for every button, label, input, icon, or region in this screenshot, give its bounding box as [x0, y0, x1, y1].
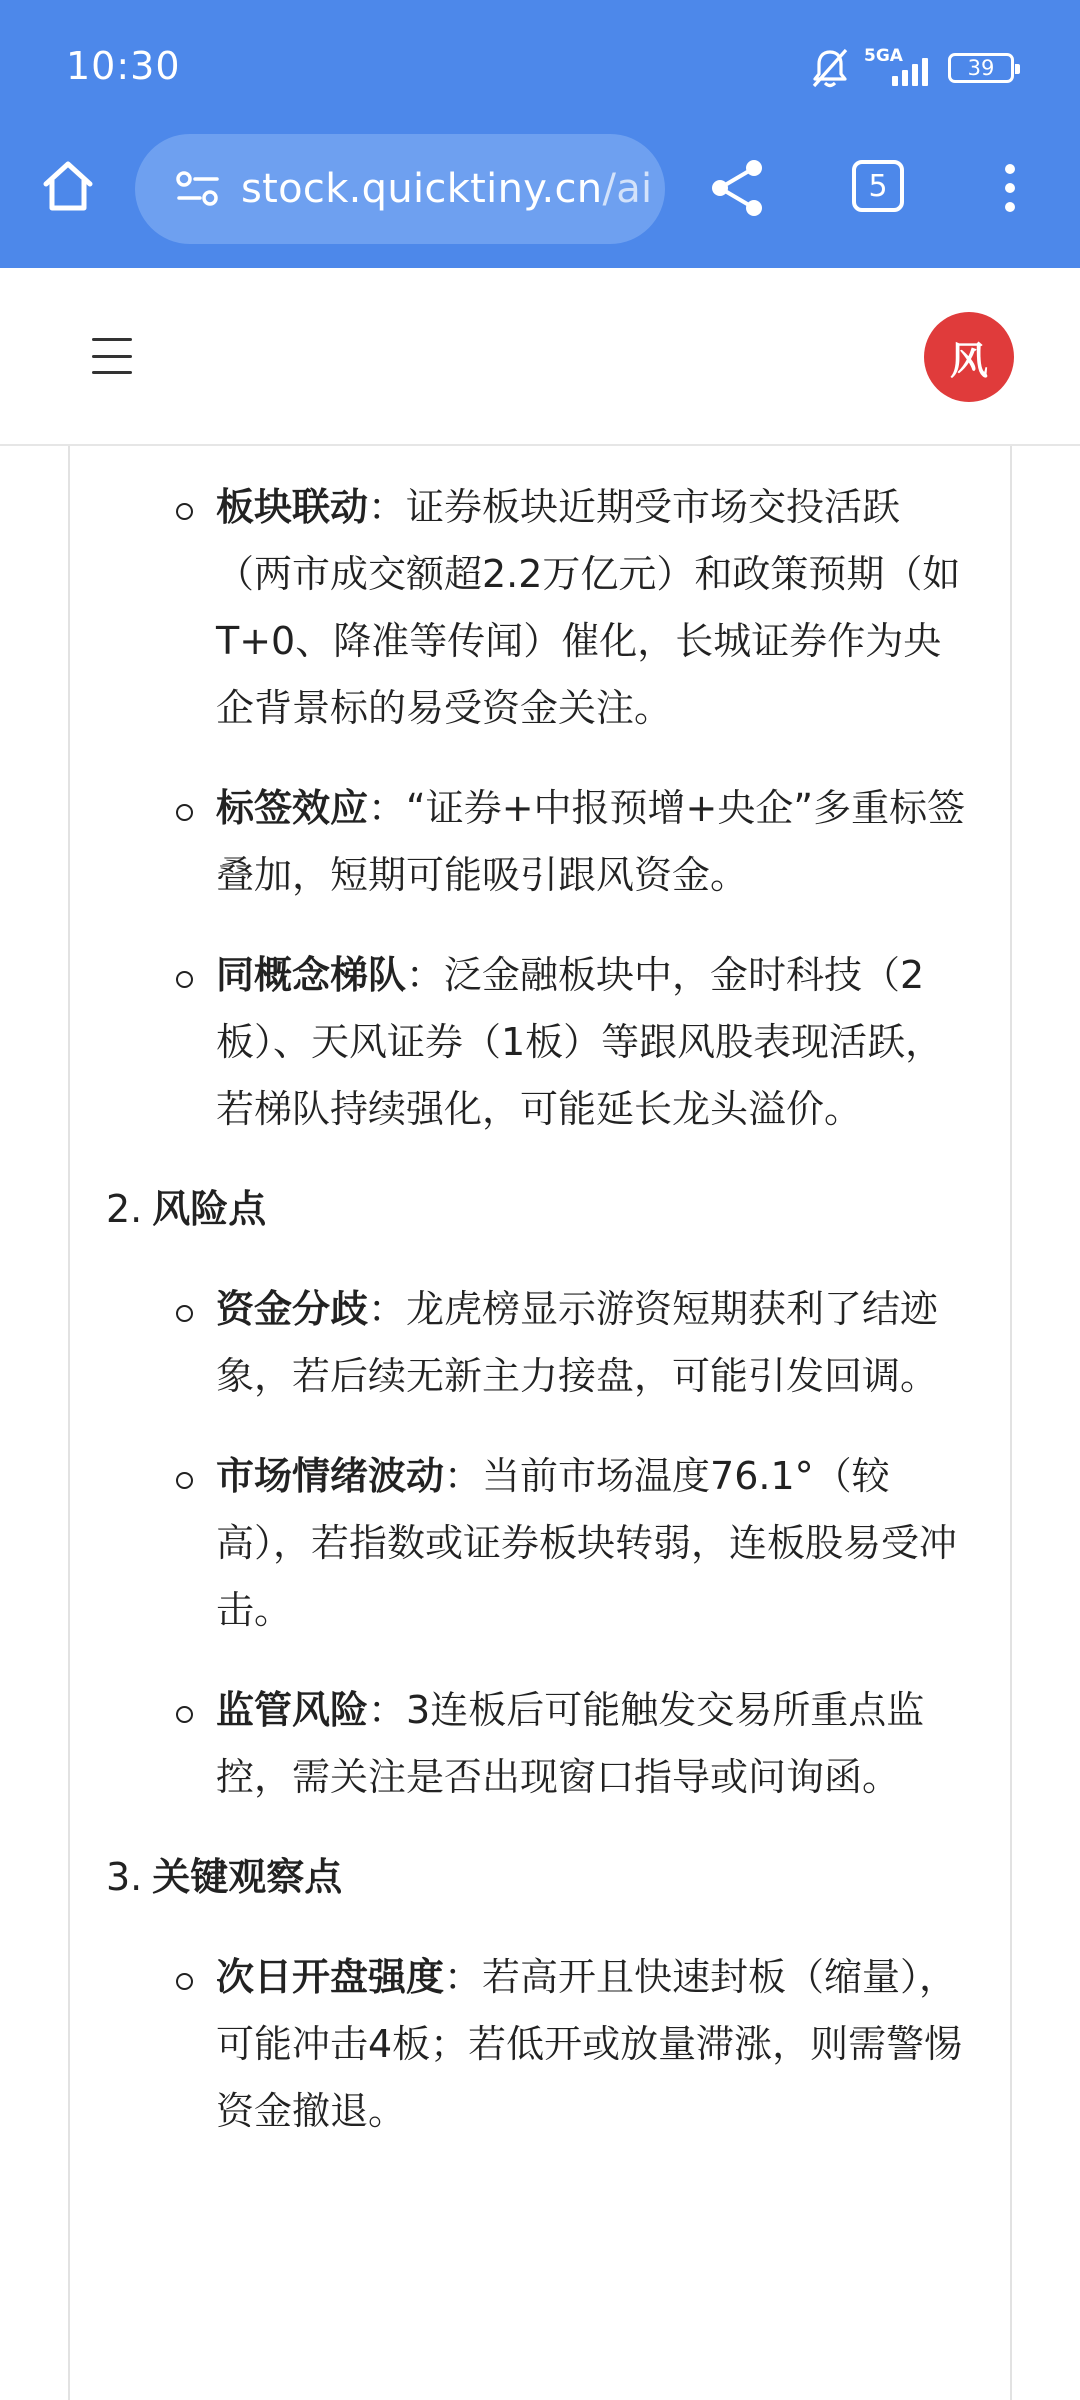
battery-level: 39 — [967, 56, 995, 80]
content-card — [68, 446, 1012, 2400]
site-settings-icon[interactable] — [175, 169, 221, 209]
item-label: 监管风险 — [216, 1688, 369, 1732]
avatar[interactable] — [924, 312, 1014, 402]
item-separator: ： — [368, 1287, 407, 1331]
section-title: 风险点 — [152, 1187, 267, 1231]
bullet-circle-icon — [176, 1973, 193, 1990]
list-item — [70, 942, 1010, 1143]
bullet-circle-icon — [176, 1305, 193, 1322]
item-separator: ： — [406, 953, 445, 997]
item-text: 泛金融板块中，金时科技（2板）、天风证券（1板）等跟风股表现活跃，若梯队持续强化，可能延长龙头溢价。 — [216, 953, 944, 1131]
list-item — [70, 1944, 1010, 2145]
item-separator: ： — [368, 786, 407, 830]
network-type: 5GA — [864, 46, 903, 66]
item-text: 证券板块近期受市场交投活跃（两市成交额超2.2万亿元）和政策预期（如T+0、降准等传闻）催化，长城证券作为央企背景标的易受资金关注。 — [216, 485, 961, 730]
status-icons — [810, 44, 1014, 92]
home-button[interactable] — [36, 154, 100, 218]
item-label: 标签效应 — [216, 786, 369, 830]
avatar-text: 风 — [949, 338, 988, 383]
item-separator: ： — [368, 485, 407, 529]
share-icon[interactable] — [706, 156, 770, 220]
more-menu-icon[interactable] — [990, 158, 1030, 218]
item-text: 若高开且快速封板（缩量），可能冲击4板；若低开或放量滞涨，则需警惕资金撤退。 — [216, 1955, 963, 2133]
list-item — [70, 1677, 1010, 1811]
url-path: /ai — [602, 166, 653, 212]
bullet-circle-icon — [176, 971, 193, 988]
browser-chrome — [0, 0, 1080, 268]
item-label: 同概念梯队 — [216, 953, 407, 997]
section-number: 2. — [106, 1187, 143, 1231]
hamburger-menu-icon[interactable] — [92, 338, 132, 374]
bullet-circle-icon — [176, 503, 193, 520]
item-label: 市场情绪波动 — [216, 1454, 445, 1498]
article-content — [70, 474, 1010, 2178]
list-item — [70, 474, 1010, 742]
battery-icon — [948, 53, 1014, 83]
status-time: 10:30 — [66, 44, 181, 88]
section-number: 3. — [106, 1855, 143, 1899]
section-heading — [70, 1844, 1010, 1911]
item-separator: ： — [444, 1454, 483, 1498]
item-label: 资金分歧 — [216, 1287, 369, 1331]
tab-count: 5 — [868, 168, 888, 204]
signal-icon — [864, 46, 934, 90]
bullet-circle-icon — [176, 804, 193, 821]
item-label: 次日开盘强度 — [216, 1955, 445, 1999]
item-separator: ： — [444, 1955, 483, 1999]
item-label: 板块联动 — [216, 485, 369, 529]
item-text: 当前市场温度76.1°（较高），若指数或证券板块转弱，连板股易受冲击。 — [216, 1454, 958, 1632]
home-icon — [40, 158, 96, 214]
list-item — [70, 775, 1010, 909]
bullet-circle-icon — [176, 1472, 193, 1489]
item-separator: ： — [368, 1688, 407, 1732]
url-host: stock.quicktiny.cn — [241, 166, 603, 212]
page-header — [0, 268, 1080, 446]
tab-switcher-button[interactable] — [852, 160, 904, 212]
browser-toolbar — [0, 130, 1080, 250]
address-bar[interactable] — [135, 134, 665, 244]
list-item — [70, 1276, 1010, 1410]
item-text: 3连板后可能触发交易所重点监控，需关注是否出现窗口指导或问询函。 — [216, 1688, 925, 1799]
bullet-circle-icon — [176, 1706, 193, 1723]
item-text: “证券+中报预增+央企”多重标签叠加，短期可能吸引跟风资金。 — [216, 786, 966, 897]
section-heading — [70, 1176, 1010, 1243]
item-text: 龙虎榜显示游资短期获利了结迹象，若后续无新主力接盘，可能引发回调。 — [216, 1287, 939, 1398]
list-item — [70, 1443, 1010, 1644]
section-title: 关键观察点 — [152, 1855, 343, 1899]
bell-off-icon — [810, 46, 850, 90]
status-bar — [0, 0, 1080, 130]
url-text[interactable] — [241, 166, 652, 212]
